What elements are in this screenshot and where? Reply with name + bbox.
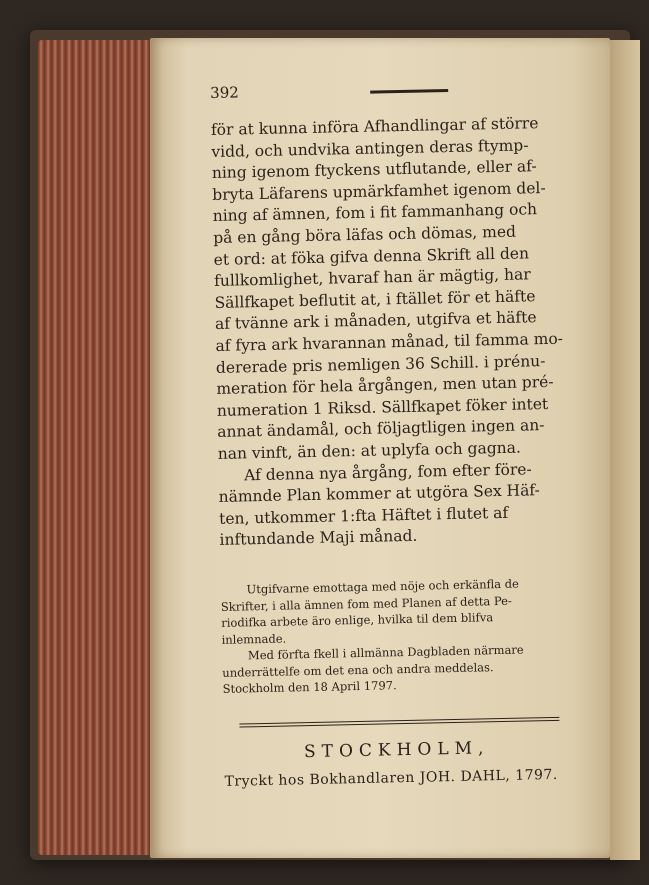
text-line: på en gång böra läfas och dömas, med: [213, 222, 517, 247]
text-line: dererade pris nemligen 36 Schill. i prénu-: [215, 351, 546, 377]
text-line: meration för hela årgången, men utan pré-: [216, 372, 554, 399]
note-line: riodifka arbete äro enlige, hvilka til dem blifva: [221, 610, 494, 630]
text-line: annat ändamål, och följagtligen ingen an-: [217, 416, 545, 442]
text-line: af tvänne ark i månaden, utgifva et häfte: [214, 308, 537, 334]
page-number: 392: [210, 83, 240, 102]
text-line: nan vinft, än den: at uplyfa och gagna.: [217, 438, 521, 463]
note-line: Skrifter, i alla ämnen fom med Planen af detta Pe-: [220, 593, 512, 614]
editor-note: [220, 574, 604, 697]
text-line: bryta Läfarens upmärkfamhet igenom del-: [212, 178, 546, 204]
page-block-edge: [38, 40, 160, 855]
text-line: Sällfkapet beflutit at, i ftället för et häfte: [214, 286, 536, 312]
text-line: et ord: at föka gifva denna Skrift all den: [213, 243, 530, 269]
text-line: för at kunna införa Afhandlingar af större: [210, 114, 539, 139]
body-text: [211, 112, 602, 552]
text-line: numeration 1 Riksd. Sällfkapet föker intet: [216, 394, 549, 420]
text-line: nämnde Plan kommer at utgöra Sex Häf-: [218, 481, 540, 507]
note-line: Stockholm den 18 April 1797.: [222, 678, 397, 696]
facing-page-edge: [610, 40, 640, 860]
note-line: inlemnade.: [221, 631, 287, 647]
text-line: ning igenom ftyckens utflutande, eller af-: [211, 157, 537, 183]
colophon-rule: [239, 717, 559, 728]
note-line: underrättelfe om det ena och andra meddelas.: [222, 659, 494, 680]
text-line: vidd, och undvika antingen deras ftymp-: [211, 135, 529, 161]
text-line: ning af ämnen, fom i fit fammanhang och: [212, 200, 538, 226]
text-line: af fyra ark hvarannan månad, til famma mo-: [215, 329, 564, 355]
note-line: Utgifvarne emottaga med nöje och erkänfla de: [246, 576, 520, 597]
colophon-city: STOCKHOLM,: [303, 738, 490, 763]
text-line: ten, utkommer 1:fta Häftet i flutet af: [218, 503, 509, 528]
book-page: [150, 38, 610, 858]
note-line: Med förfta fkell i allmänna Dagbladen närmare: [247, 642, 524, 663]
text-line: Af denna nya årgång, fom efter före-: [244, 459, 532, 484]
colophon-printer: Tryckt hos Bokhandlaren JOH. DAHL, 1797.: [224, 766, 558, 790]
text-line: inftundande Maji månad.: [219, 527, 418, 550]
header-rule: [370, 89, 448, 94]
text-line: fullkomlighet, hvaraf han är mägtig, har: [213, 265, 531, 291]
page-content: [210, 76, 590, 790]
